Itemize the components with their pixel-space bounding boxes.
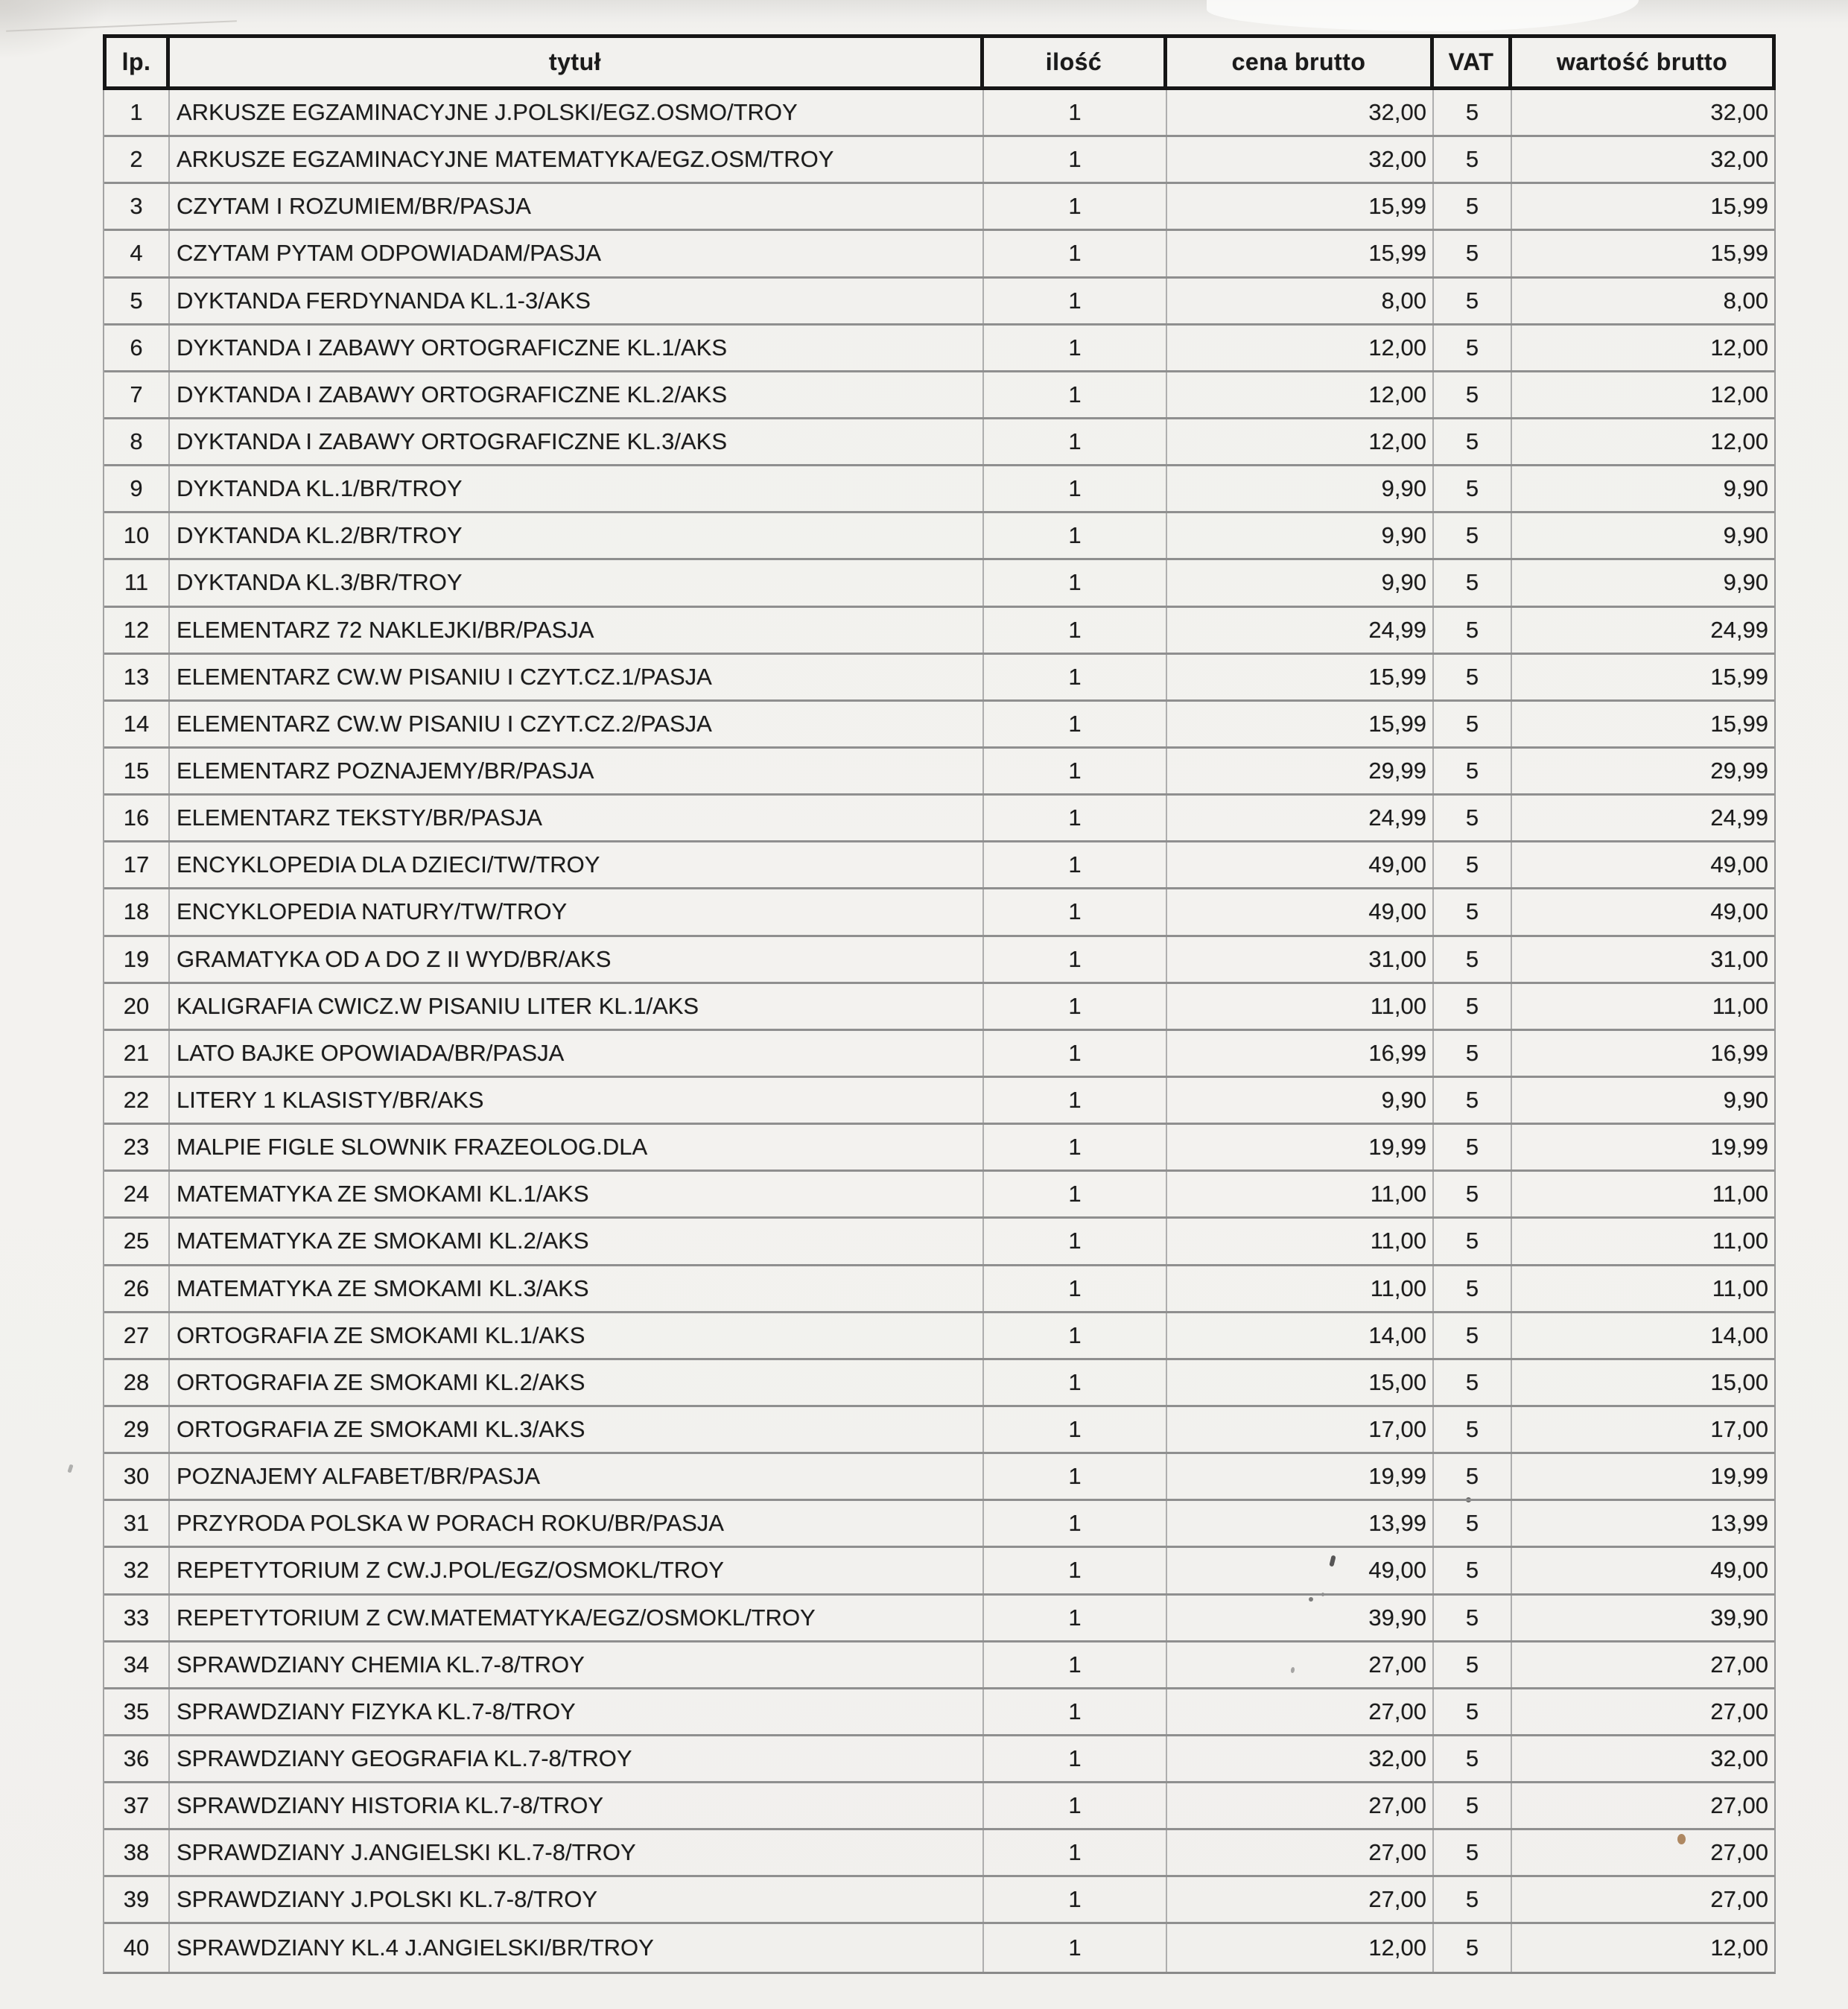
- vat-cell: 5: [1434, 1078, 1512, 1123]
- quantity-cell: 1: [984, 419, 1167, 464]
- row-number-cell: 21: [104, 1031, 170, 1076]
- title-cell: DYKTANDA KL.1/BR/TROY: [170, 466, 984, 511]
- gross-value-cell: 15,99: [1710, 710, 1768, 737]
- quantity-cell: 1: [984, 1548, 1167, 1593]
- table-row: [104, 560, 1774, 607]
- vat-cell: 5: [1434, 513, 1512, 558]
- title-cell: SPRAWDZIANY HISTORIA KL.7-8/TROY: [170, 1783, 984, 1828]
- vat-cell: 5: [1434, 1454, 1512, 1499]
- gross-price-cell: 14,00: [1167, 1313, 1434, 1358]
- table-body: [103, 90, 1776, 1974]
- title-cell: DYKTANDA I ZABAWY ORTOGRAFICZNE KL.3/AKS: [170, 419, 984, 464]
- gross-price-cell: 49,00: [1167, 889, 1434, 934]
- gross-value-cell: 39,90: [1710, 1604, 1768, 1631]
- quantity-cell: 1: [984, 1501, 1167, 1546]
- quantity-cell: 1: [984, 702, 1167, 746]
- gross-price-cell: 11,00: [1167, 1266, 1434, 1311]
- title-cell: DYKTANDA FERDYNANDA KL.1-3/AKS: [170, 279, 984, 323]
- title-cell: MATEMATYKA ZE SMOKAMI KL.1/AKS: [170, 1172, 984, 1216]
- vat-cell: 5: [1434, 231, 1512, 276]
- gross-price-cell: 27,00: [1167, 1830, 1434, 1875]
- gross-price-cell: 9,90: [1167, 513, 1434, 558]
- gross-value-cell: 12,00: [1710, 428, 1768, 455]
- table-row: [104, 1454, 1774, 1501]
- vat-cell: 5: [1434, 1501, 1512, 1546]
- quantity-cell: 1: [984, 1407, 1167, 1452]
- gross-value-cell: 11,00: [1712, 1228, 1768, 1254]
- row-number-cell: 13: [104, 655, 170, 699]
- gross-price-cell: 9,90: [1167, 466, 1434, 511]
- gross-price-cell: 11,00: [1167, 1172, 1434, 1216]
- table-row: [104, 1078, 1774, 1125]
- gross-price-cell: 12,00: [1167, 419, 1434, 464]
- row-number-cell: 35: [104, 1689, 170, 1734]
- table-row: [104, 326, 1774, 372]
- column-header-quantity: ilość: [984, 38, 1167, 86]
- gross-value-cell: 14,00: [1710, 1321, 1768, 1348]
- row-number-cell: 33: [104, 1596, 170, 1640]
- vat-cell: 5: [1434, 184, 1512, 229]
- gross-price-cell: 32,00: [1167, 90, 1434, 135]
- gross-value-cell: 15,00: [1710, 1368, 1768, 1395]
- quantity-cell: 1: [984, 1783, 1167, 1828]
- gross-price-cell: 29,99: [1167, 749, 1434, 793]
- table-row: [104, 842, 1774, 889]
- quantity-cell: 1: [984, 1736, 1167, 1781]
- quantity-cell: 1: [984, 560, 1167, 605]
- table-row: [104, 1125, 1774, 1172]
- title-cell: ELEMENTARZ CW.W PISANIU I CZYT.CZ.1/PASJA: [170, 655, 984, 699]
- table-row: [104, 513, 1774, 560]
- table-row: [104, 937, 1774, 984]
- title-cell: SPRAWDZIANY J.ANGIELSKI KL.7-8/TROY: [170, 1830, 984, 1875]
- gross-value-cell: 27,00: [1710, 1698, 1768, 1724]
- vat-cell: 5: [1434, 1266, 1512, 1311]
- row-number-cell: 37: [104, 1783, 170, 1828]
- vat-cell: 5: [1434, 1407, 1512, 1452]
- vat-cell: 5: [1434, 1783, 1512, 1828]
- vat-cell: 5: [1434, 419, 1512, 464]
- row-number-cell: 40: [104, 1924, 170, 1971]
- row-number-cell: 29: [104, 1407, 170, 1452]
- title-cell: MALPIE FIGLE SLOWNIK FRAZEOLOG.DLA: [170, 1125, 984, 1169]
- gross-value-cell: 19,99: [1710, 1134, 1768, 1161]
- table-row: [104, 1830, 1774, 1877]
- table-row: [104, 137, 1774, 184]
- vat-cell: 5: [1434, 1689, 1512, 1734]
- table-row: [104, 889, 1774, 936]
- title-cell: PRZYRODA POLSKA W PORACH ROKU/BR/PASJA: [170, 1501, 984, 1546]
- quantity-cell: 1: [984, 1360, 1167, 1405]
- gross-value-cell: 31,00: [1710, 945, 1768, 972]
- gross-price-cell: 32,00: [1167, 137, 1434, 182]
- gross-price-cell: 27,00: [1167, 1643, 1434, 1687]
- table-row: [104, 1172, 1774, 1219]
- vat-cell: 5: [1434, 1736, 1512, 1781]
- row-number-cell: 8: [104, 419, 170, 464]
- row-number-cell: 6: [104, 326, 170, 370]
- gross-value-cell: 29,99: [1710, 758, 1768, 784]
- gross-value-cell: 9,90: [1723, 475, 1768, 502]
- vat-cell: 5: [1434, 1596, 1512, 1640]
- title-cell: KALIGRAFIA CWICZ.W PISANIU LITER KL.1/AKS: [170, 984, 984, 1029]
- gross-value-cell: 15,99: [1710, 240, 1768, 267]
- title-cell: ELEMENTARZ TEKSTY/BR/PASJA: [170, 796, 984, 840]
- table-row: [104, 1548, 1774, 1595]
- column-header-vat: VAT: [1434, 38, 1512, 86]
- row-number-cell: 31: [104, 1501, 170, 1546]
- row-number-cell: 38: [104, 1830, 170, 1875]
- title-cell: SPRAWDZIANY J.POLSKI KL.7-8/TROY: [170, 1877, 984, 1922]
- title-cell: ELEMENTARZ 72 NAKLEJKI/BR/PASJA: [170, 608, 984, 653]
- title-cell: LATO BAJKE OPOWIADA/BR/PASJA: [170, 1031, 984, 1076]
- gross-price-cell: 15,99: [1167, 184, 1434, 229]
- gross-value-cell: 12,00: [1710, 1935, 1768, 1961]
- quantity-cell: 1: [984, 608, 1167, 653]
- title-cell: ELEMENTARZ POZNAJEMY/BR/PASJA: [170, 749, 984, 793]
- gross-price-cell: 11,00: [1167, 1219, 1434, 1263]
- table-row: [104, 1877, 1774, 1924]
- row-number-cell: 26: [104, 1266, 170, 1311]
- column-header-lp: lp.: [107, 38, 170, 86]
- gross-price-cell: 24,99: [1167, 608, 1434, 653]
- table-row: [104, 1736, 1774, 1783]
- row-number-cell: 25: [104, 1219, 170, 1263]
- vat-cell: 5: [1434, 1219, 1512, 1263]
- column-header-gross-value: wartość brutto: [1556, 48, 1728, 75]
- title-cell: POZNAJEMY ALFABET/BR/PASJA: [170, 1454, 984, 1499]
- vat-cell: 5: [1434, 90, 1512, 135]
- quantity-cell: 1: [984, 513, 1167, 558]
- vat-cell: 5: [1434, 1360, 1512, 1405]
- table-row: [104, 1501, 1774, 1548]
- gross-price-cell: 12,00: [1167, 1924, 1434, 1971]
- column-header-title: tytuł: [170, 38, 984, 86]
- title-cell: MATEMATYKA ZE SMOKAMI KL.3/AKS: [170, 1266, 984, 1311]
- quantity-cell: 1: [984, 749, 1167, 793]
- vat-cell: 5: [1434, 137, 1512, 182]
- title-cell: ARKUSZE EGZAMINACYJNE J.POLSKI/EGZ.OSMO/TROY: [170, 90, 984, 135]
- gross-value-cell: 9,90: [1723, 522, 1768, 549]
- gross-value-cell: 12,00: [1710, 334, 1768, 361]
- row-number-cell: 28: [104, 1360, 170, 1405]
- vat-cell: 5: [1434, 372, 1512, 417]
- vat-cell: 5: [1434, 1031, 1512, 1076]
- quantity-cell: 1: [984, 889, 1167, 934]
- gross-price-cell: 16,99: [1167, 1031, 1434, 1076]
- title-cell: DYKTANDA I ZABAWY ORTOGRAFICZNE KL.1/AKS: [170, 326, 984, 370]
- gross-value-cell: 19,99: [1710, 1463, 1768, 1490]
- table-row: [104, 279, 1774, 326]
- vat-cell: 5: [1434, 279, 1512, 323]
- quantity-cell: 1: [984, 1643, 1167, 1687]
- table-row: [104, 749, 1774, 796]
- table-row: [104, 1266, 1774, 1313]
- quantity-cell: 1: [984, 937, 1167, 982]
- row-number-cell: 27: [104, 1313, 170, 1358]
- quantity-cell: 1: [984, 1125, 1167, 1169]
- gross-price-cell: 17,00: [1167, 1407, 1434, 1452]
- quantity-cell: 1: [984, 184, 1167, 229]
- gross-value-cell: 32,00: [1710, 146, 1768, 173]
- quantity-cell: 1: [984, 1172, 1167, 1216]
- gross-price-cell: 11,00: [1167, 984, 1434, 1029]
- quantity-cell: 1: [984, 326, 1167, 370]
- vat-cell: 5: [1434, 1548, 1512, 1593]
- gross-value-cell: 11,00: [1712, 1181, 1768, 1207]
- table-row: [104, 1031, 1774, 1078]
- row-number-cell: 14: [104, 702, 170, 746]
- title-cell: ORTOGRAFIA ZE SMOKAMI KL.3/AKS: [170, 1407, 984, 1452]
- gross-value-cell: 12,00: [1710, 381, 1768, 407]
- gross-value-cell: 32,00: [1710, 1745, 1768, 1771]
- gross-price-cell: 27,00: [1167, 1783, 1434, 1828]
- row-number-cell: 39: [104, 1877, 170, 1922]
- title-cell: SPRAWDZIANY CHEMIA KL.7-8/TROY: [170, 1643, 984, 1687]
- title-cell: GRAMATYKA OD A DO Z II WYD/BR/AKS: [170, 937, 984, 982]
- quantity-cell: 1: [984, 137, 1167, 182]
- vat-cell: 5: [1434, 937, 1512, 982]
- table-row: [104, 1643, 1774, 1689]
- vat-cell: 5: [1434, 560, 1512, 605]
- quantity-cell: 1: [984, 655, 1167, 699]
- gross-value-cell: 15,99: [1710, 193, 1768, 220]
- row-number-cell: 5: [104, 279, 170, 323]
- title-cell: ENCYKLOPEDIA DLA DZIECI/TW/TROY: [170, 842, 984, 887]
- gross-price-cell: 19,99: [1167, 1454, 1434, 1499]
- gross-price-cell: 12,00: [1167, 372, 1434, 417]
- gross-value-cell: 49,00: [1710, 898, 1768, 925]
- table-row: [104, 1313, 1774, 1360]
- quantity-cell: 1: [984, 1924, 1167, 1971]
- quantity-cell: 1: [984, 1031, 1167, 1076]
- table-row: [104, 655, 1774, 702]
- gross-value-cell: 24,99: [1710, 616, 1768, 643]
- vat-cell: 5: [1434, 984, 1512, 1029]
- table-row: [104, 184, 1774, 231]
- vat-cell: 5: [1434, 796, 1512, 840]
- vat-cell: 5: [1434, 1313, 1512, 1358]
- row-number-cell: 11: [104, 560, 170, 605]
- title-cell: DYKTANDA KL.3/BR/TROY: [170, 560, 984, 605]
- table-row: [104, 796, 1774, 842]
- quantity-cell: 1: [984, 279, 1167, 323]
- gross-price-cell: 13,99: [1167, 1501, 1434, 1546]
- quantity-cell: 1: [984, 1689, 1167, 1734]
- gross-price-cell: 9,90: [1167, 560, 1434, 605]
- gross-value-cell: 17,00: [1710, 1416, 1768, 1442]
- table-row: [104, 372, 1774, 419]
- gross-price-cell: 15,99: [1167, 655, 1434, 699]
- title-cell: DYKTANDA I ZABAWY ORTOGRAFICZNE KL.2/AKS: [170, 372, 984, 417]
- gross-value-cell: 13,99: [1710, 1510, 1768, 1537]
- vat-cell: 5: [1434, 1172, 1512, 1216]
- title-cell: SPRAWDZIANY GEOGRAFIA KL.7-8/TROY: [170, 1736, 984, 1781]
- row-number-cell: 30: [104, 1454, 170, 1499]
- gross-value-cell: 24,99: [1710, 804, 1768, 831]
- title-cell: SPRAWDZIANY FIZYKA KL.7-8/TROY: [170, 1689, 984, 1734]
- table-row: [104, 1596, 1774, 1643]
- row-number-cell: 12: [104, 608, 170, 653]
- vat-cell: 5: [1434, 1125, 1512, 1169]
- gross-value-cell: 8,00: [1723, 287, 1768, 314]
- table-row: [104, 419, 1774, 466]
- gross-value-cell: 9,90: [1723, 569, 1768, 596]
- table-row: [104, 466, 1774, 513]
- gross-value-cell: 16,99: [1710, 1039, 1768, 1066]
- gross-value-cell: 15,99: [1710, 663, 1768, 690]
- title-cell: ORTOGRAFIA ZE SMOKAMI KL.2/AKS: [170, 1360, 984, 1405]
- row-number-cell: 1: [104, 90, 170, 135]
- quantity-cell: 1: [984, 1078, 1167, 1123]
- title-cell: CZYTAM PYTAM ODPOWIADAM/PASJA: [170, 231, 984, 276]
- gross-price-cell: 49,00: [1167, 842, 1434, 887]
- row-number-cell: 23: [104, 1125, 170, 1169]
- quantity-cell: 1: [984, 1266, 1167, 1311]
- vat-cell: 5: [1434, 842, 1512, 887]
- row-number-cell: 9: [104, 466, 170, 511]
- title-cell: REPETYTORIUM Z CW.J.POL/EGZ/OSMOKL/TROY: [170, 1548, 984, 1593]
- title-cell: ARKUSZE EGZAMINACYJNE MATEMATYKA/EGZ.OSM/TROY: [170, 137, 984, 182]
- gross-price-cell: 19,99: [1167, 1125, 1434, 1169]
- row-number-cell: 20: [104, 984, 170, 1029]
- row-number-cell: 3: [104, 184, 170, 229]
- gross-price-cell: 24,99: [1167, 796, 1434, 840]
- row-number-cell: 19: [104, 937, 170, 982]
- table-row: [104, 984, 1774, 1031]
- vat-cell: 5: [1434, 749, 1512, 793]
- table-row: [104, 1924, 1774, 1971]
- gross-price-cell: 31,00: [1167, 937, 1434, 982]
- gross-price-cell: 12,00: [1167, 326, 1434, 370]
- gross-value-cell: 27,00: [1710, 1886, 1768, 1913]
- row-number-cell: 4: [104, 231, 170, 276]
- vat-cell: 5: [1434, 889, 1512, 934]
- table-header-row: [103, 34, 1776, 90]
- vat-cell: 5: [1434, 1830, 1512, 1875]
- vat-cell: 5: [1434, 702, 1512, 746]
- title-cell: MATEMATYKA ZE SMOKAMI KL.2/AKS: [170, 1219, 984, 1263]
- title-cell: REPETYTORIUM Z CW.MATEMATYKA/EGZ/OSMOKL/TROY: [170, 1596, 984, 1640]
- quantity-cell: 1: [984, 1830, 1167, 1875]
- quantity-cell: 1: [984, 984, 1167, 1029]
- gross-value-cell: 27,00: [1710, 1839, 1768, 1866]
- scan-artifact-margin-mark: [67, 1464, 73, 1473]
- gross-price-cell: 15,99: [1167, 702, 1434, 746]
- quantity-cell: 1: [984, 842, 1167, 887]
- vat-cell: 5: [1434, 1877, 1512, 1922]
- scan-artifact-tear-highlight: [1207, 0, 1639, 31]
- vat-cell: 5: [1434, 1643, 1512, 1687]
- row-number-cell: 10: [104, 513, 170, 558]
- table-row: [104, 1219, 1774, 1266]
- table-row: [104, 231, 1774, 278]
- vat-cell: 5: [1434, 655, 1512, 699]
- gross-price-cell: 9,90: [1167, 1078, 1434, 1123]
- gross-value-cell: 11,00: [1712, 992, 1768, 1019]
- table-row: [104, 608, 1774, 655]
- book-price-table: [103, 34, 1776, 1974]
- quantity-cell: 1: [984, 1596, 1167, 1640]
- row-number-cell: 16: [104, 796, 170, 840]
- quantity-cell: 1: [984, 372, 1167, 417]
- row-number-cell: 15: [104, 749, 170, 793]
- quantity-cell: 1: [984, 1454, 1167, 1499]
- table-row: [104, 90, 1774, 137]
- row-number-cell: 7: [104, 372, 170, 417]
- gross-price-cell: 27,00: [1167, 1877, 1434, 1922]
- gross-price-cell: 27,00: [1167, 1689, 1434, 1734]
- gross-value-cell: 32,00: [1710, 99, 1768, 126]
- vat-cell: 5: [1434, 608, 1512, 653]
- gross-price-cell: 15,99: [1167, 231, 1434, 276]
- title-cell: ORTOGRAFIA ZE SMOKAMI KL.1/AKS: [170, 1313, 984, 1358]
- row-number-cell: 36: [104, 1736, 170, 1781]
- row-number-cell: 32: [104, 1548, 170, 1593]
- row-number-cell: 17: [104, 842, 170, 887]
- vat-cell: 5: [1434, 1924, 1512, 1971]
- quantity-cell: 1: [984, 1313, 1167, 1358]
- gross-value-cell: 27,00: [1710, 1651, 1768, 1678]
- quantity-cell: 1: [984, 1877, 1167, 1922]
- table-row: [104, 1407, 1774, 1454]
- row-number-cell: 34: [104, 1643, 170, 1687]
- gross-price-cell: 32,00: [1167, 1736, 1434, 1781]
- vat-cell: 5: [1434, 326, 1512, 370]
- gross-value-cell: 49,00: [1710, 1557, 1768, 1584]
- quantity-cell: 1: [984, 90, 1167, 135]
- gross-value-cell: 27,00: [1710, 1792, 1768, 1819]
- table-row: [104, 1689, 1774, 1736]
- table-row: [104, 1360, 1774, 1407]
- gross-value-cell: 11,00: [1712, 1275, 1768, 1301]
- gross-value-cell: 49,00: [1710, 851, 1768, 878]
- title-cell: SPRAWDZIANY KL.4 J.ANGIELSKI/BR/TROY: [170, 1924, 984, 1971]
- row-number-cell: 2: [104, 137, 170, 182]
- gross-value-cell: 9,90: [1723, 1087, 1768, 1114]
- gross-price-cell: 8,00: [1167, 279, 1434, 323]
- title-cell: ENCYKLOPEDIA NATURY/TW/TROY: [170, 889, 984, 934]
- table-row: [104, 1783, 1774, 1830]
- title-cell: LITERY 1 KLASISTY/BR/AKS: [170, 1078, 984, 1123]
- gross-price-cell: 49,00: [1167, 1548, 1434, 1593]
- gross-price-cell: 15,00: [1167, 1360, 1434, 1405]
- title-cell: CZYTAM I ROZUMIEM/BR/PASJA: [170, 184, 984, 229]
- gross-price-cell: 39,90: [1167, 1596, 1434, 1640]
- title-cell: DYKTANDA KL.2/BR/TROY: [170, 513, 984, 558]
- row-number-cell: 24: [104, 1172, 170, 1216]
- row-number-cell: 22: [104, 1078, 170, 1123]
- row-number-cell: 18: [104, 889, 170, 934]
- vat-cell: 5: [1434, 466, 1512, 511]
- title-cell: ELEMENTARZ CW.W PISANIU I CZYT.CZ.2/PASJA: [170, 702, 984, 746]
- quantity-cell: 1: [984, 796, 1167, 840]
- quantity-cell: 1: [984, 466, 1167, 511]
- quantity-cell: 1: [984, 1219, 1167, 1263]
- quantity-cell: 1: [984, 231, 1167, 276]
- column-header-gross-price: cena brutto: [1167, 38, 1434, 86]
- table-row: [104, 702, 1774, 749]
